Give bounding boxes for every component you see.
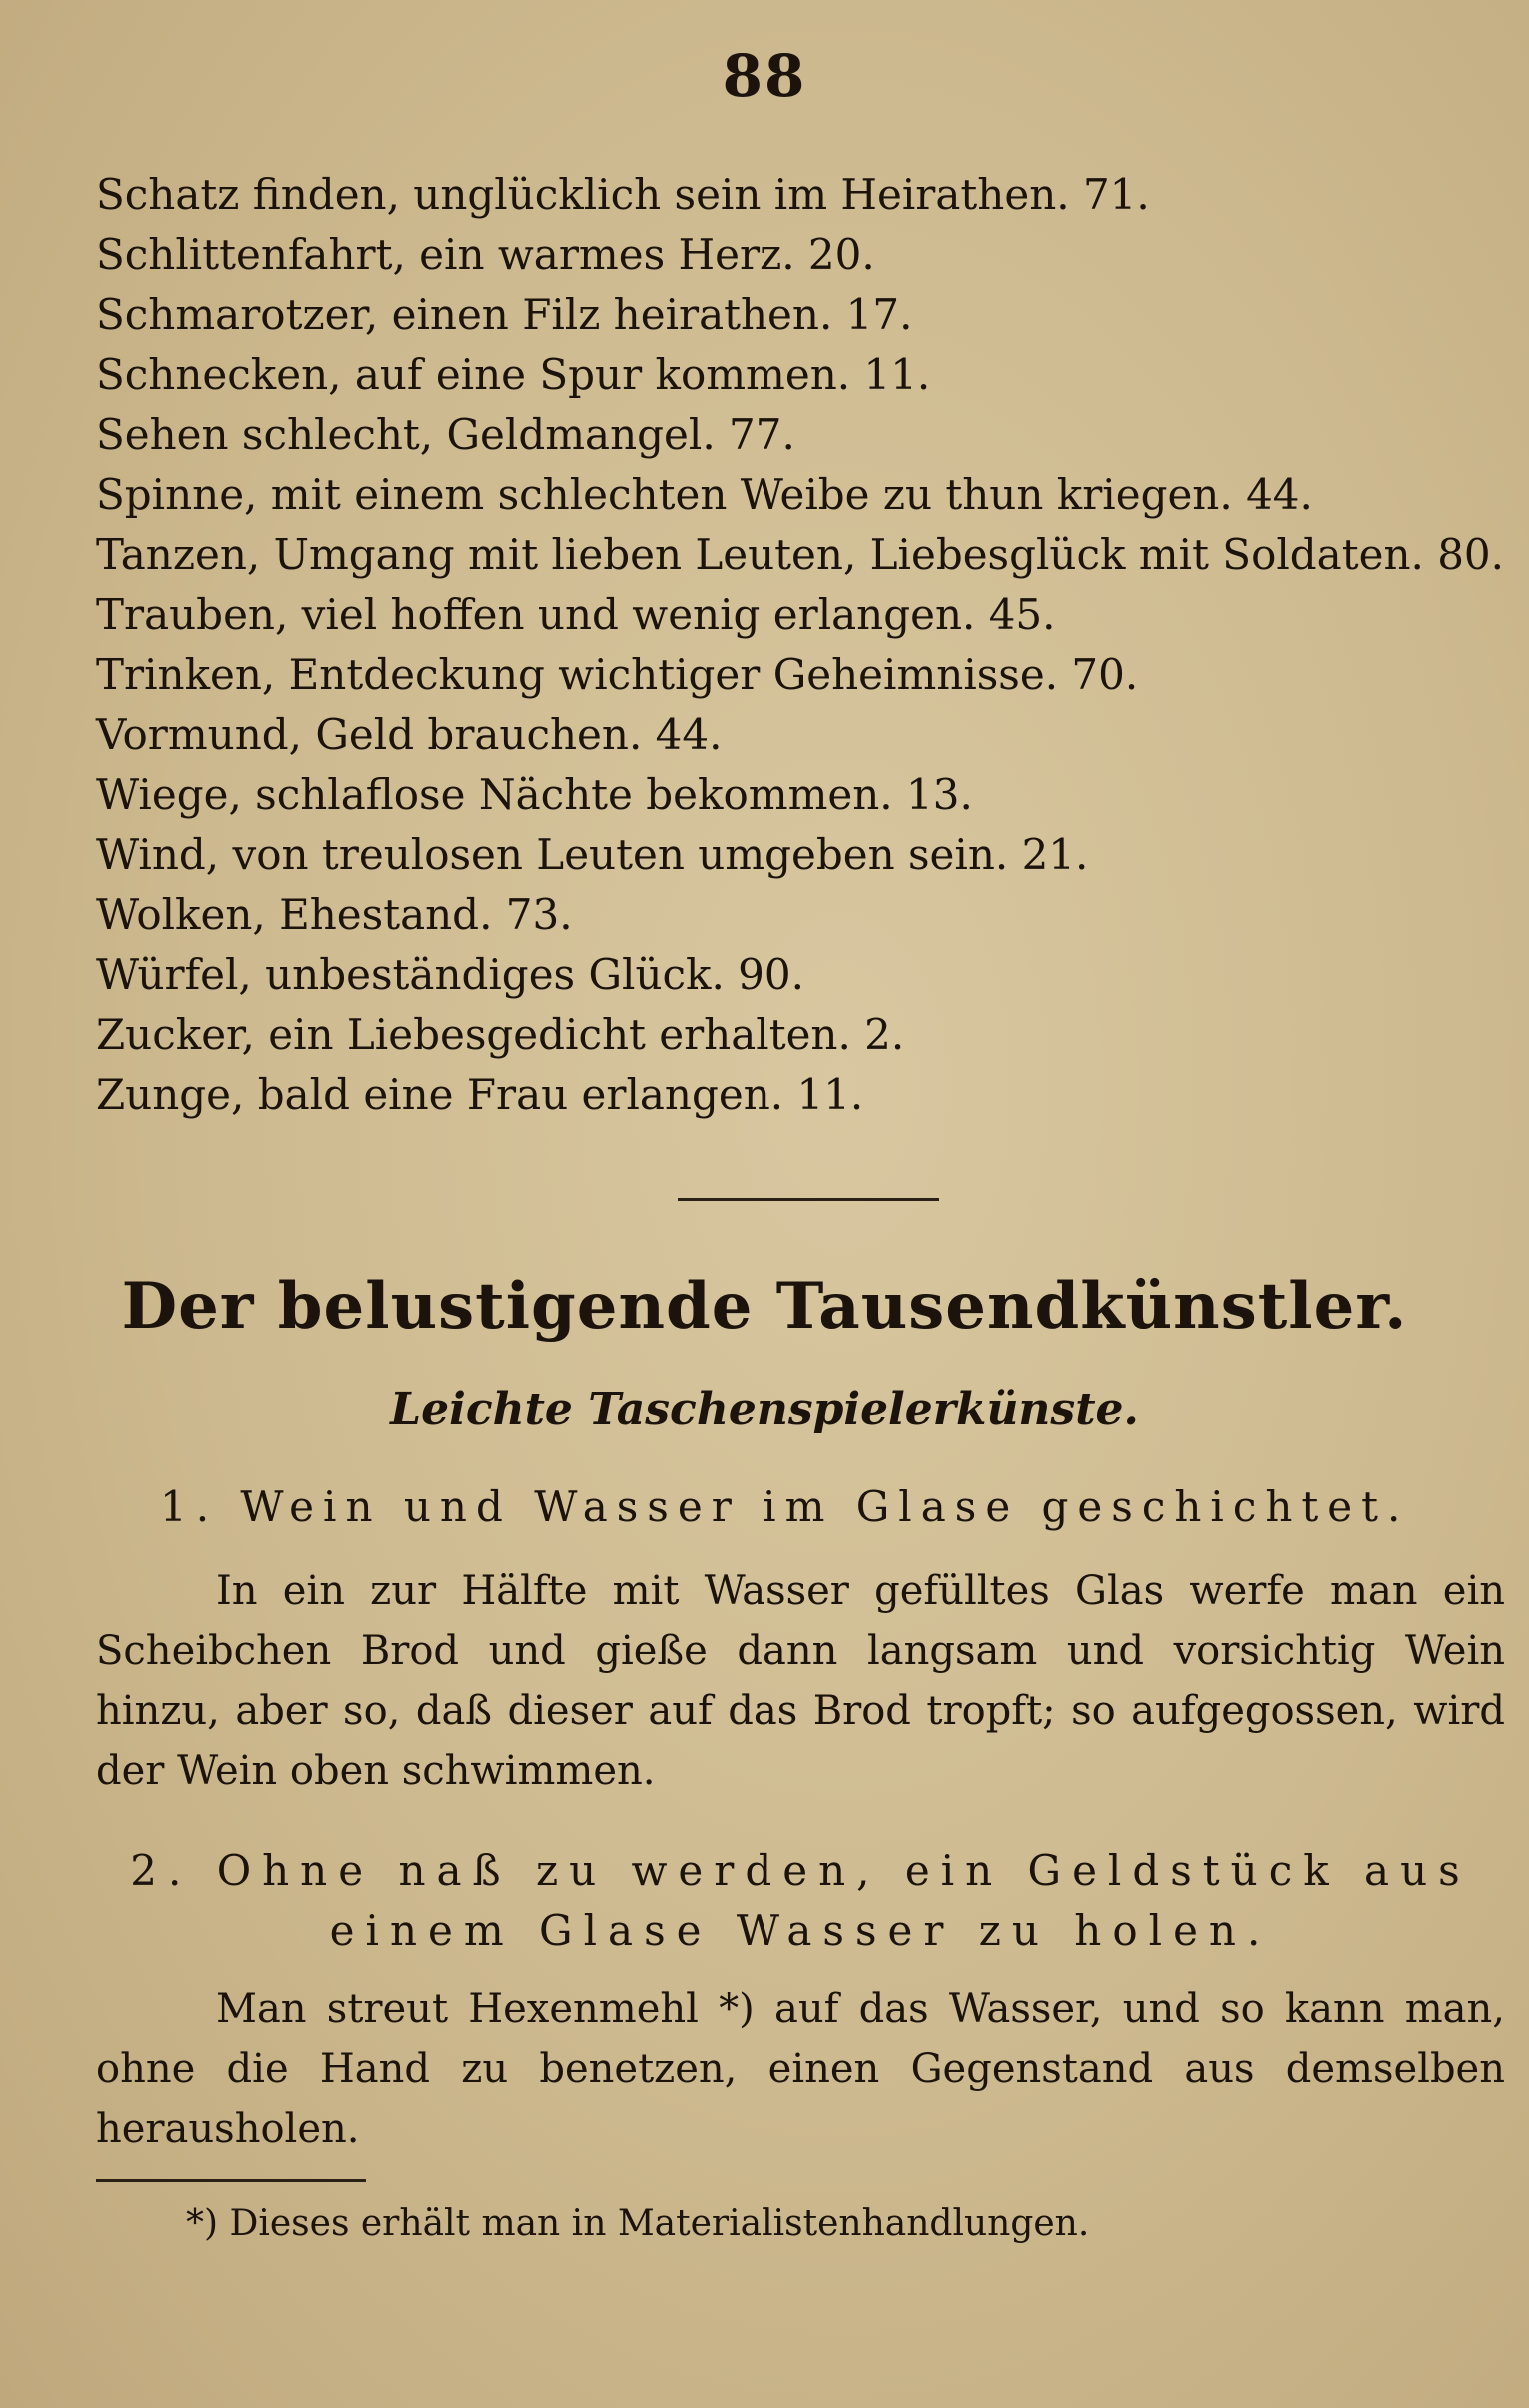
index-entry: Trauben, viel hoffen und wenig erlangen. 45. — [96, 590, 1056, 639]
index-entry: Wiege, schlaflose Nächte bekommen. 13. — [96, 770, 973, 819]
index-entry: Schatz finden, unglücklich sein im Heirathen. 71. — [96, 170, 1150, 219]
item-paragraph-2: Man streut Hexenmehl *) auf das Wasser, und so kann man, ohne die Hand zu benetzen, einen Gegenstand aus demselben herausholen. — [96, 1986, 1505, 2152]
index-entry: Zucker, ein Liebesgedicht erhalten. 2. — [96, 1010, 905, 1059]
index-entry: Sehen schlecht, Geldmangel. 77. — [96, 410, 795, 459]
index-entry: Schnecken, auf eine Spur kommen. 11. — [96, 350, 931, 399]
index-entry: Wind, von treulosen Leuten umgeben sein. 21. — [96, 830, 1089, 879]
index-entry: Wolken, Ehestand. 73. — [96, 890, 573, 939]
section-subtitle: Leichte Taschenspielerkünste. — [390, 1384, 1139, 1435]
item-heading-1: 1. Wein und Wasser im Glase geschichtet. — [160, 1482, 1410, 1531]
index-list — [96, 165, 1509, 1125]
index-entry: Vormund, Geld brauchen. 44. — [96, 710, 723, 759]
item-heading-2: 2. Ohne naß zu werden, ein Geldstück aus einem Glase Wasser zu holen. — [130, 1846, 1471, 1955]
index-entry: Würfel, unbeständiges Glück. 90. — [96, 950, 804, 999]
index-entry: Trinken, Entdeckung wichtiger Geheimnisse. 70. — [96, 650, 1139, 699]
section-title: Der belustigende Tausendkünstler. — [121, 1269, 1408, 1344]
footnote-rule — [96, 2179, 366, 2182]
section-divider — [678, 1198, 939, 1201]
index-entry: Schlittenfahrt, ein warmes Herz. 20. — [96, 230, 875, 279]
footnote: *) Dieses erhält man in Materialistenhandlungen. — [186, 2203, 1090, 2244]
index-entry: Zunge, bald eine Frau erlangen. 11. — [96, 1070, 864, 1119]
page-number: 88 — [722, 42, 807, 110]
index-entry: Spinne, mit einem schlechten Weibe zu thun kriegen. 44. — [96, 470, 1313, 519]
index-entry: Tanzen, Umgang mit lieben Leuten, Liebesglück mit Soldaten. 80. — [96, 530, 1504, 579]
item-paragraph-1: In ein zur Hälfte mit Wasser gefülltes Glas werfe man ein Scheibchen Brod und gieße dann langsam und vorsichtig Wein hinzu, aber so, daß dieser auf das Brod tropft; so aufgegossen, wird der Wein oben schwimmen. — [96, 1568, 1505, 1794]
index-entry: Schmarotzer, einen Filz heirathen. 17. — [96, 290, 913, 339]
